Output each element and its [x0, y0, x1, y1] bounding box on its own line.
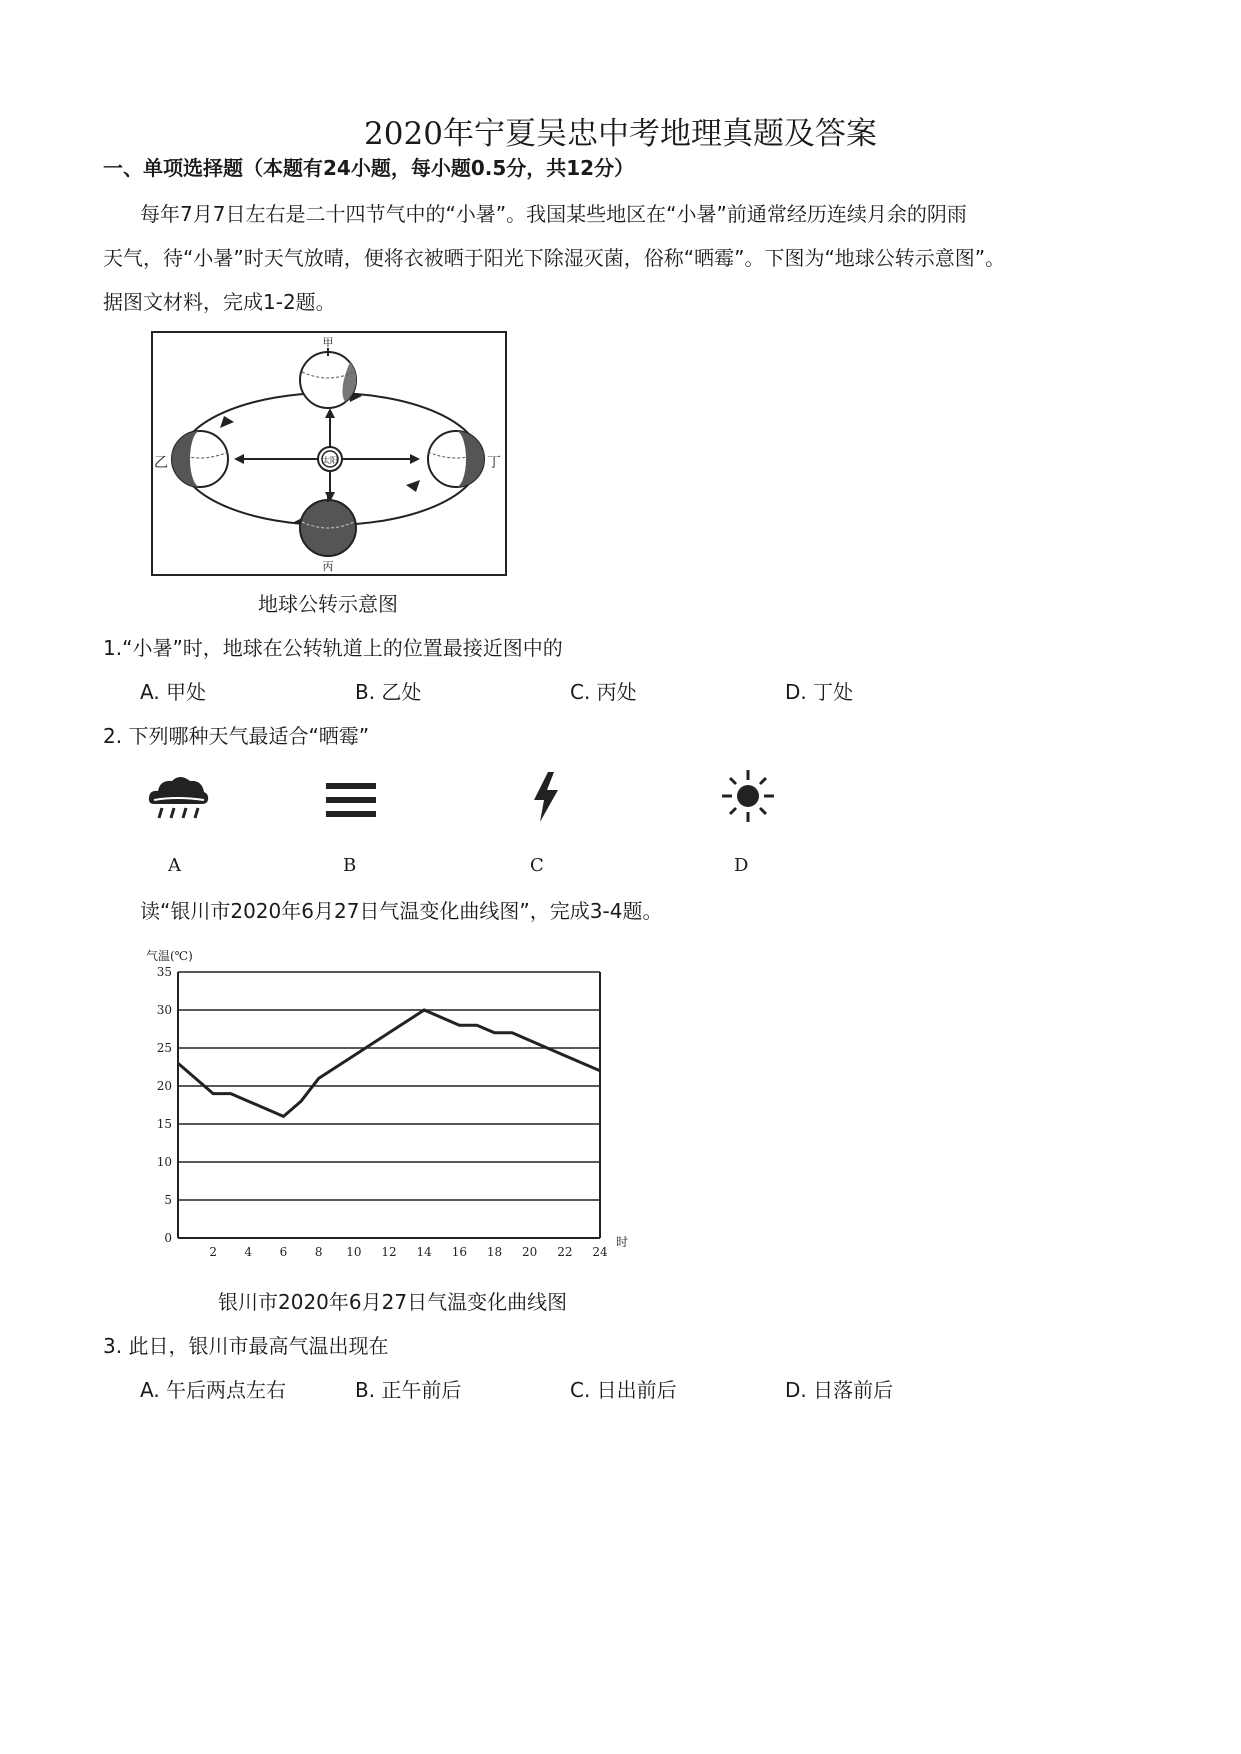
weather-label-b: B [343, 855, 357, 876]
rain-cloud-icon [146, 770, 210, 826]
y-tick-label-25: 25 [156, 1041, 172, 1055]
x-tick-label-16: 16 [451, 1245, 467, 1259]
x-tick-label-18: 18 [486, 1245, 503, 1259]
y-tick-label-20: 20 [156, 1079, 172, 1093]
sun-symbol [318, 447, 342, 471]
y-tick-label-35: 35 [156, 965, 172, 979]
x-tick-label-10: 10 [346, 1245, 362, 1259]
question-3-stem: 3. 此日，银川市最高气温出现在 [103, 1334, 389, 1358]
weather-label-c: C [530, 855, 544, 876]
fog-icon [326, 780, 376, 820]
temperature-chart [140, 940, 640, 1270]
origin-label: 0 [164, 1231, 172, 1245]
orbit-diagram [150, 330, 510, 580]
intro-line-1: 每年7月7日左右是二十四节气中的“小暑”。我国某些地区在“小暑”前通常经历连续月余的阴雨 [140, 202, 967, 226]
earth-yi [172, 431, 228, 487]
question-1-option-c: C. 丙处 [570, 680, 637, 704]
x-tick-label-6: 6 [279, 1245, 288, 1259]
chart-ylabel: 气温(℃) [146, 949, 193, 963]
position-label-bing: 丙 [322, 560, 334, 573]
position-label-jia: 甲 [322, 336, 334, 349]
document-title: 2020年宁夏吴忠中考地理真题及答案 [364, 116, 877, 152]
y-tick-label-5: 5 [164, 1193, 172, 1207]
intro-line-2: 天气，待“小暑”时天气放晴，便将衣被晒于阳光下除湿灭菌，俗称“晒霉”。下图为“地球公转示意图”。 [103, 246, 1006, 270]
chart-caption: 银川市2020年6月27日气温变化曲线图 [218, 1290, 568, 1314]
weather-label-a: A [168, 855, 181, 876]
y-tick-label-30: 30 [156, 1003, 172, 1017]
x-tick-label-4: 4 [244, 1245, 253, 1259]
question-2-stem: 2. 下列哪种天气最适合“晒霉” [103, 724, 370, 748]
sun-icon [718, 768, 778, 824]
earth-jia [300, 348, 356, 408]
question-3-option-c: C. 日出前后 [570, 1378, 677, 1402]
question-1-option-d: D. 丁处 [785, 680, 854, 704]
y-tick-label-15: 15 [156, 1117, 172, 1131]
lightning-icon [530, 770, 562, 824]
position-label-yi: 乙 [154, 455, 168, 471]
x-tick-label-8: 8 [314, 1245, 323, 1259]
question-3-option-a: A. 午后两点左右 [140, 1378, 287, 1402]
question-3-option-d: D. 日落前后 [785, 1378, 894, 1402]
x-tick-label-14: 14 [416, 1245, 432, 1259]
temperature-series-line [178, 1010, 600, 1116]
question-1-stem: 1.“小暑”时，地球在公转轨道上的位置最接近图中的 [103, 636, 563, 660]
orbit-caption: 地球公转示意图 [258, 592, 398, 616]
weather-label-d: D [734, 855, 749, 876]
sun-label: 太阳 [322, 456, 338, 465]
intro-line-3: 据图文材料，完成1-2题。 [103, 290, 336, 314]
question-3-option-b: B. 正午前后 [355, 1378, 462, 1402]
section-heading: 一、单项选择题（本题有24小题，每小题0.5分，共12分） [103, 156, 635, 180]
question-1-option-b: B. 乙处 [355, 680, 422, 704]
earth-bing [300, 496, 356, 556]
chart-intro: 读“银川市2020年6月27日气温变化曲线图”，完成3-4题。 [140, 899, 663, 923]
position-label-ding: 丁 [487, 455, 501, 471]
earth-ding [428, 431, 484, 487]
x-tick-label-12: 12 [381, 1245, 397, 1259]
chart-xlabel: 时 [616, 1235, 629, 1249]
question-1-option-a: A. 甲处 [140, 680, 207, 704]
x-tick-label-22: 22 [557, 1245, 573, 1259]
x-tick-label-20: 20 [522, 1245, 538, 1259]
x-tick-label-24: 24 [592, 1245, 608, 1259]
x-tick-label-2: 2 [209, 1245, 217, 1259]
y-tick-label-10: 10 [156, 1155, 172, 1169]
